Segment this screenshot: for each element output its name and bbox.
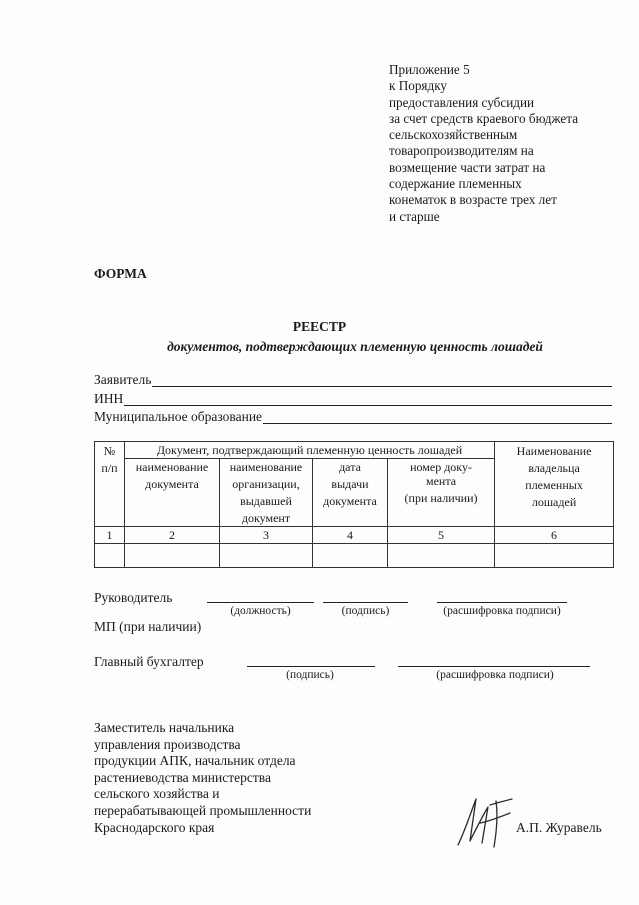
registry-subtitle: документов, подтверждающих племенную ценность лошадей [167,339,543,354]
signoff-line: управления производства [94,736,241,752]
head-signature-line[interactable] [323,602,408,603]
appendix-line: содержание племенных [389,176,522,192]
signer-name: А.П. Журавель [516,820,602,835]
applicant-label: Заявитель [94,372,152,387]
doc-number-line: (при наличии) [404,491,478,505]
org-name-header [220,459,313,527]
org-name-line: документ [241,511,291,525]
inn-field[interactable] [94,390,612,406]
appendix-line: и старше [389,208,440,224]
table-index-row [95,527,614,544]
issue-date-header [313,459,388,527]
signoff-line: растениеводства министерства [94,769,271,785]
org-name-line: наименование [229,460,303,474]
table-cell[interactable] [313,544,388,568]
index-cell: 2 [125,527,220,544]
issue-date-line: дата [339,460,361,474]
appendix-line: сельскохозяйственным [389,127,518,143]
head-name-caption: (расшифровка подписи) [443,605,561,617]
head-label: Руководитель [94,590,173,605]
doc-number-line: номер доку- [410,460,472,474]
accountant-name-caption: (расшифровка подписи) [436,669,554,681]
col-num-header [95,442,125,527]
applicant-field[interactable] [94,371,612,387]
accountant-signature-line[interactable] [247,666,375,667]
col-num-line: № [103,444,116,458]
registry-table [94,441,614,568]
owner-header-line: Наименование [516,444,592,458]
index-cell: 5 [388,527,495,544]
appendix-line: предоставления субсидии [389,94,535,110]
table-cell[interactable] [495,544,614,568]
signoff-line: перерабатывающей промышленности [94,802,312,818]
appendix-line: возмещение части затрат на [389,159,546,175]
owner-header [495,442,614,527]
issue-date-line: документа [323,494,377,508]
appendix-line: Приложение 5 [389,62,470,77]
org-name-line: выдавшей [240,494,292,508]
head-name-line[interactable] [437,602,567,603]
accountant-name-line[interactable] [398,666,590,667]
head-position-caption: (должность) [230,605,291,617]
form-label: ФОРМА [94,266,147,281]
signoff-line: Краснодарского края [94,819,215,835]
signoff-line: продукции АПК, начальник отдела [94,753,296,769]
table-cell[interactable] [388,544,495,568]
appendix-block [389,62,629,225]
municipality-line[interactable] [263,410,612,424]
registry-title: РЕЕСТР [292,319,347,334]
inn-line[interactable] [124,392,612,406]
appendix-line: конематок в возрасте трех лет [389,192,557,208]
org-name-line: организации, [232,477,300,491]
signoff-line: Заместитель начальника [94,720,235,735]
accountant-signature-caption: (подпись) [286,669,334,681]
municipality-label: Муниципальное образование [94,409,263,424]
index-cell: 6 [495,527,614,544]
doc-number-line: мента [425,474,457,488]
doc-number-header [388,459,495,527]
stamp-label: МП (при наличии) [94,619,202,634]
issue-date-line: выдачи [331,477,369,491]
doc-name-line: наименование [135,460,209,474]
doc-name-header [125,459,220,527]
index-cell: 4 [313,527,388,544]
table-cell[interactable] [95,544,125,568]
owner-header-line: владельца [528,461,580,475]
table-cell[interactable] [125,544,220,568]
doc-name-line: документа [145,477,199,491]
table-row[interactable] [95,544,614,568]
owner-header-line: племенных [525,478,583,492]
index-cell: 1 [95,527,125,544]
appendix-line: к Порядку [389,78,448,94]
head-position-line[interactable] [207,602,314,603]
accountant-label: Главный бухгалтер [94,654,204,669]
index-cell: 3 [220,527,313,544]
owner-header-line: лошадей [531,495,577,509]
handwritten-signature [450,793,526,853]
municipality-field[interactable] [94,408,612,424]
appendix-line: за счет средств краевого бюджета [389,110,579,126]
table-cell[interactable] [220,544,313,568]
col-num-line: п/п [101,461,118,475]
head-signature-caption: (подпись) [341,605,390,617]
document-group-header: Документ, подтверждающий племенную ценность лошадей [125,442,495,459]
appendix-line: товаропроизводителям на [389,143,534,159]
applicant-line[interactable] [152,373,612,387]
signoff-line: сельского хозяйства и [94,786,220,802]
inn-label: ИНН [94,391,124,406]
signoff-block [94,720,354,836]
